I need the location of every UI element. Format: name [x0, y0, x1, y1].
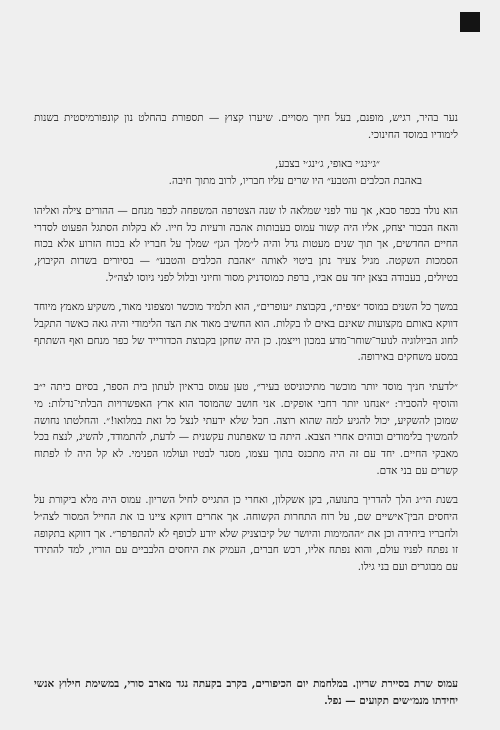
verse-line-1: ״ג׳ינג׳י באופי, ג׳ינג׳י בצבע, — [275, 158, 380, 171]
paragraph-childhood: הוא נולד בכפר סבא, אך עוד לפני שמלאה לו שנה הצטרפה המשפחה לכפר מנחם — ההורים צילה ואליהו והאח הבכור יצחק, אליו היה קשור עמוס בעבותות אהבה ורעיות כל חייו. לא בקלות הסתגל הפעוט לסדרי החיים החדשים, אך תוך שנים מעטות גדל והיה ל״מלך הגן״ שמלך על חבריו לא בכוח הזרוע אלא בכוח הסמכות השקטה. מגיל צעיר נתן ביטוי לאותה ״אהבת הכלבים והטבע״ — בסיורים בשדות הקיבוץ, בטיולים, בעבודה בצאן יחד עם אביו, ברפת כמוסדניק מסור וחיוני ובלול לפני גיוסו לצה״ל. — [34, 204, 458, 284]
paragraph-army: בשנת הי״ג הלך להדריך בתנועה, בקן אשקלון, ואחרי כן התגייס לחיל השריון. עמוס היה מלא ביקורת על היחסים הבין־אישיים שם, על רוח התחרות הקשוחה. אך אחרים דווקא ציינו בו את החייל המסור לצה״ל ולחבריו ביחידה וכן את ״ההמימות והיושר של קיבוצניק שלא יודע לכופף לא להתפרפר״. אך דווקא בתקופה זו נפתח לפניו עולם, והוא נפתח אליו, רכש חברים, העמיק את היחסים הלבביים עם הוריו, למד להתידד עם מבוגרים ועם בני גילו. — [34, 494, 458, 574]
biography-text — [34, 110, 458, 589]
corner-marker — [460, 12, 480, 32]
paragraph-school: במשך כל השנים במוסד ״צפית״, בקבוצת ״עופרים״, הוא תלמיד מוכשר ומצפוני מאוד, משקיע מאמץ מיוחד דווקא באותם מקצועות שאינם באים לו בקלות. הוא החשיב מאוד את הצד הלימודי והיה גאה כאשר התקבל לחוג הביולוגיה לנוער־שוחר־מדע במכון וייצמן. כן היה שחקן בקבוצת הכדורייד של כפר מנחם ואף השתתף במסע משחקים באירופה. — [34, 301, 458, 364]
paragraph-quote: ״לדעתי חניך מוסד יותר מוכשר מתיכוניסט בעיר״, טען עמוס בראיון לעתון בית הספר, בסיום כיתה י״ב והוסיף להסביר: ״אנחנו יותר רחבי אופקים. אני חושב שהמוסד הוא ארץ האפשרויות הבלתי־נדלות: מי שמוכן להשקיע, יכול להגיע למה שהוא רוצה. חבל שלא ידעתי לנצל כל זאת במלואו!״. והחלטתו נחושה להמשיך בלימודים ובוהים אחרי הצבא. היתה בו שאפתנות עקשנית — לדעת, להתמודד, להשיג, לנצח בכל מאבקי החיים. יחד עם זה היה מתכנס בתוך עצמו, מסגר לבטיו ועולמו הפנימי. לא קל היה לו לפתוח קשרים עם בני אדם. — [34, 381, 458, 477]
verse-line-2: באהבת הכלבים והטבע״ היו שרים עליו חבריו, לרוב מתוך חיבה. — [168, 175, 422, 188]
verse — [34, 156, 458, 189]
closing-text: עמוס שרת בסיירת שריון. במלחמת יום הכיפורים, בקרב בקעתה נגד מארב סורי, במשימת חילוץ אנשי יחידתו מנמ״שים תקועים — נפל. — [34, 678, 458, 707]
closing-paragraph — [34, 676, 458, 710]
intro-paragraph: נער בהיר, רגיש, מופנם, בעל חיוך מסויים. שיערו קצוץ — תספורת בהחלט נון קונפורמיסטית בשנות לימודיו במוסד החינוכי. — [34, 112, 458, 141]
